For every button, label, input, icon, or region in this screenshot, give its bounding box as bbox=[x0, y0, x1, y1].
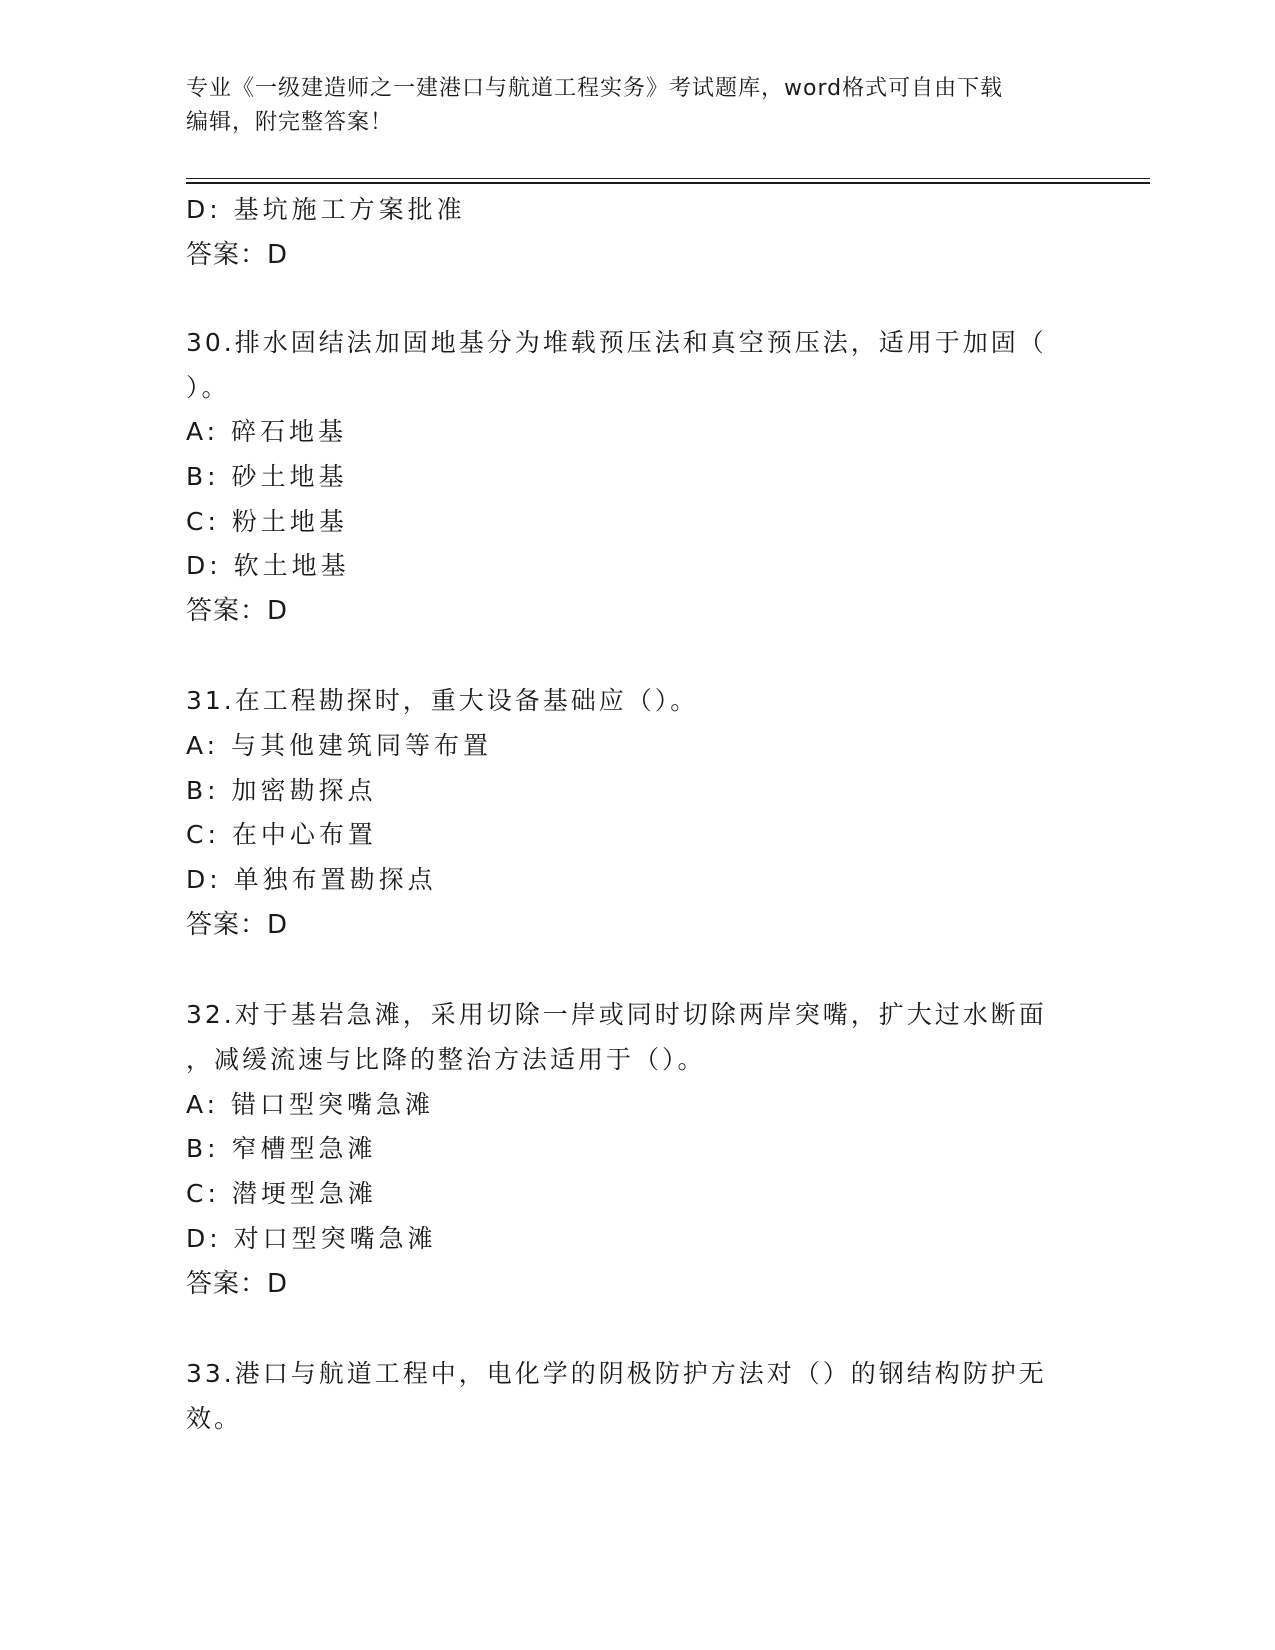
question-30-line-2: ）。 bbox=[186, 373, 230, 402]
question-31-option-c: C: 在中心布置 bbox=[186, 820, 377, 849]
question-32-option-d: D: 对口型突嘴急滩 bbox=[186, 1224, 437, 1253]
question-32-option-c: C: 潜埂型急滩 bbox=[186, 1179, 377, 1208]
prev-answer: 答案：D bbox=[186, 240, 289, 270]
header-rule-thick bbox=[186, 182, 1150, 184]
question-32-line-2: ，减缓流速与比降的整治方法适用于（）。 bbox=[186, 1045, 706, 1074]
question-31-answer: 答案：D bbox=[186, 910, 289, 940]
question-30-answer: 答案：D bbox=[186, 596, 289, 626]
question-30-line-1: 30.排水固结法加固地基分为堆载预压法和真空预压法，适用于加固（ bbox=[186, 328, 1047, 357]
question-31-option-d: D: 单独布置勘探点 bbox=[186, 865, 437, 894]
question-32-option-b: B: 窄槽型急滩 bbox=[186, 1134, 377, 1163]
question-30-option-b: B: 砂土地基 bbox=[186, 462, 348, 491]
question-33-line-1: 33.港口与航道工程中，电化学的阴极防护方法对（）的钢结构防护无 bbox=[186, 1359, 1047, 1388]
prev-option-d: D: 基坑施工方案批准 bbox=[186, 195, 466, 224]
question-32-option-a: A: 错口型突嘴急滩 bbox=[186, 1090, 435, 1119]
question-33-line-2: 效。 bbox=[186, 1404, 243, 1433]
question-31-line-1: 31.在工程勘探时，重大设备基础应（）。 bbox=[186, 686, 699, 715]
question-31-option-a: A: 与其他建筑同等布置 bbox=[186, 731, 493, 760]
question-30-option-c: C: 粉土地基 bbox=[186, 507, 348, 536]
question-32-answer: 答案：D bbox=[186, 1269, 289, 1299]
question-31-option-b: B: 加密勘探点 bbox=[186, 776, 377, 805]
question-32-line-1: 32.对于基岩急滩，采用切除一岸或同时切除两岸突嘴，扩大过水断面 bbox=[186, 1000, 1047, 1029]
document-header: 专业《一级建造师之一建港口与航道工程实务》考试题库，word格式可自由下载 编辑，附完整答案！ bbox=[186, 76, 1004, 135]
question-30-option-a: A: 碎石地基 bbox=[186, 417, 348, 446]
question-30-option-d: D: 软土地基 bbox=[186, 551, 350, 580]
header-rule-thin bbox=[186, 178, 1150, 179]
